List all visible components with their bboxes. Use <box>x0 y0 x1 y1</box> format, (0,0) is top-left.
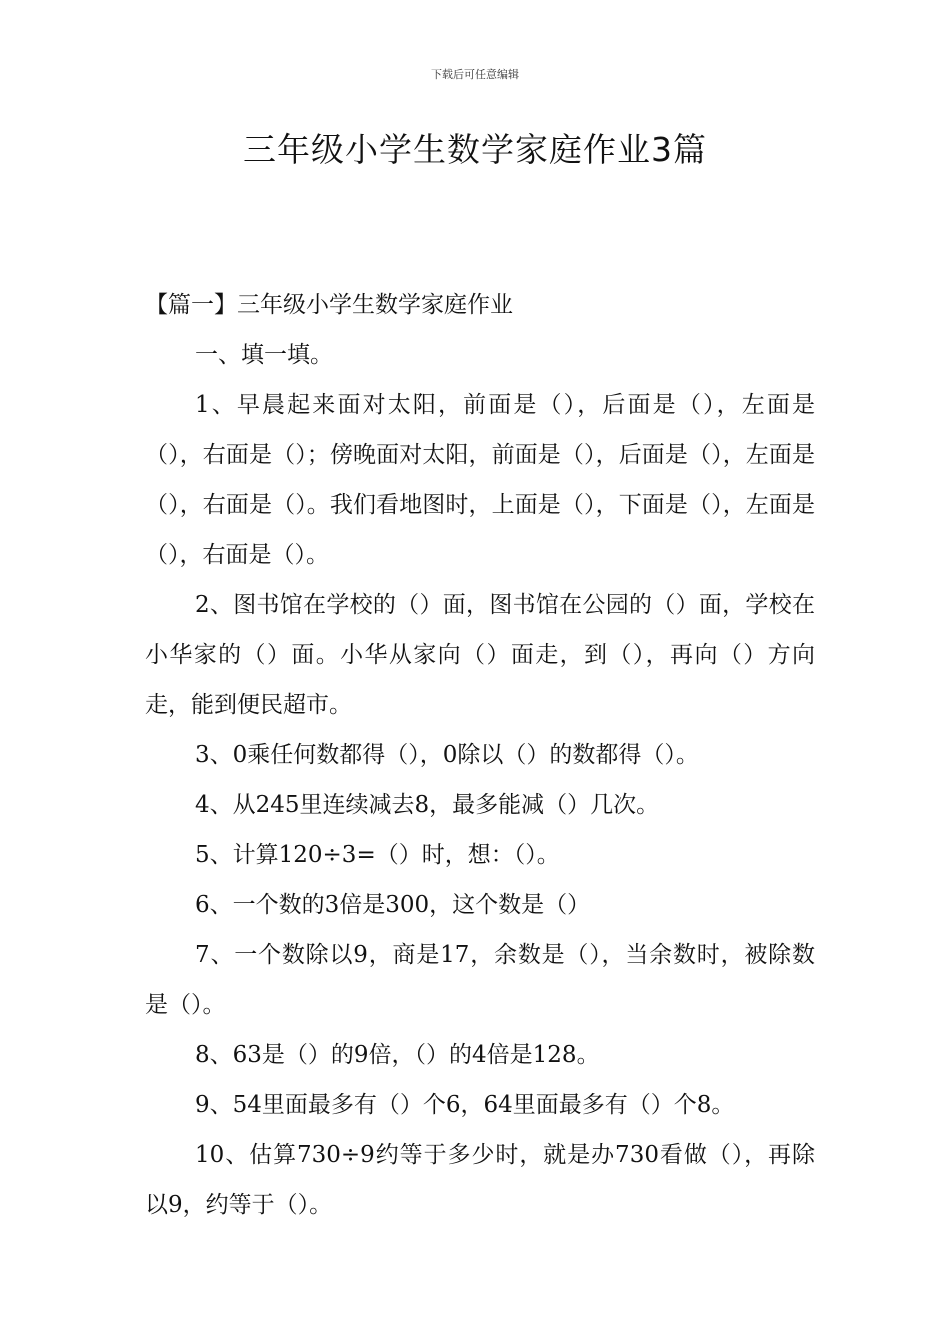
question-8: 8、63是（）的9倍，（）的4倍是128。 <box>195 1042 600 1068</box>
document-body <box>145 280 815 1230</box>
section-heading: 【篇一】三年级小学生数学家庭作业 <box>145 292 513 318</box>
header-note: 下载后可任意编辑 <box>431 68 519 81</box>
question-7: 7、一个数除以9，商是17，余数是（），当余数时，被除数是（）。 <box>145 942 815 1018</box>
question-2: 2、图书馆在学校的（）面，图书馆在公园的（）面，学校在小华家的（）面。小华从家向（）面走，到（），再向（）方向走，能到便民超市。 <box>145 592 815 718</box>
question-10: 10、估算730÷9约等于多少时，就是办730看做（），再除以9，约等于（）。 <box>145 1142 815 1218</box>
question-3: 3、0乘任何数都得（），0除以（）的数都得（）。 <box>195 742 699 768</box>
question-9: 9、54里面最多有（）个6，64里面最多有（）个8。 <box>195 1092 735 1118</box>
question-4: 4、从245里连续减去8，最多能减（）几次。 <box>195 792 660 818</box>
question-5: 5、计算120÷3=（）时，想：（）。 <box>195 842 560 868</box>
document-title: 三年级小学生数学家庭作业3篇 <box>243 130 707 169</box>
question-6: 6、一个数的3倍是300，这个数是（） <box>195 892 591 918</box>
question-1: 1、早晨起来面对太阳，前面是（），后面是（），左面是（），右面是（）；傍晚面对太阳，前面是（），后面是（），左面是（），右面是（）。我们看地图时，上面是（），下面是（），左面是（），右面是（）。 <box>145 392 815 568</box>
subheading: 一、填一填。 <box>195 342 333 368</box>
